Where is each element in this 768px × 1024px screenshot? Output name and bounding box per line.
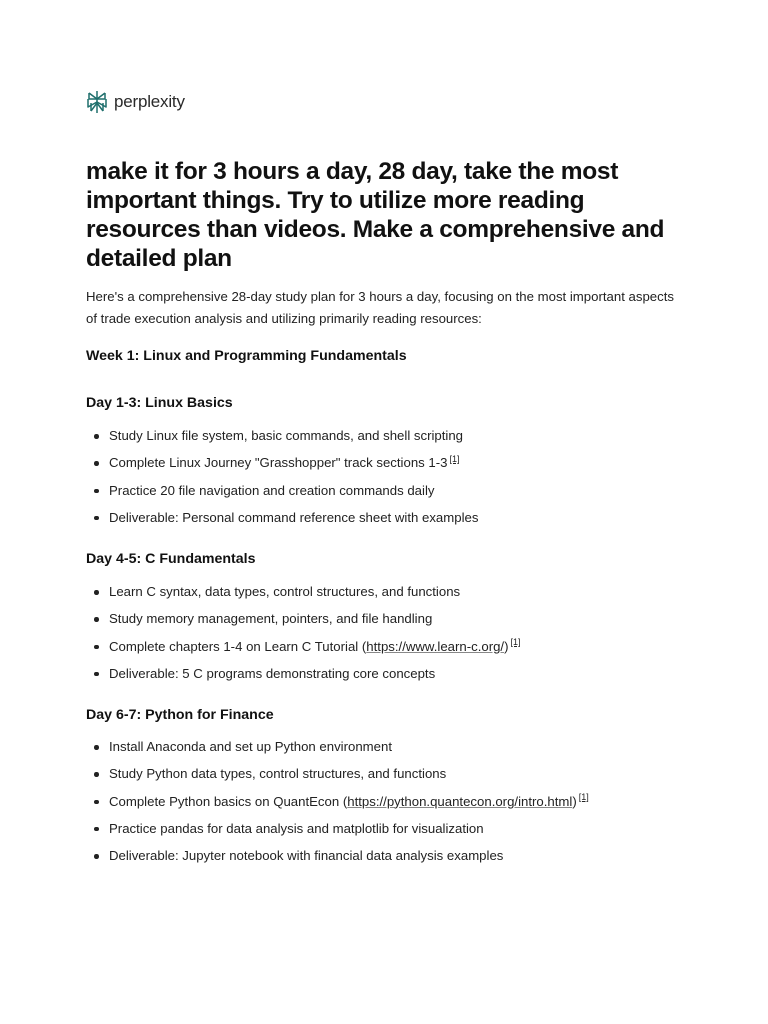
brand-name: perplexity <box>114 92 185 111</box>
linux-basics-list <box>86 422 696 531</box>
list-item: Deliverable: Personal command reference sheet with examples <box>86 504 696 531</box>
section-heading-linux-basics: Day 1-3: Linux Basics <box>86 395 233 411</box>
perplexity-logo-icon <box>86 90 108 114</box>
c-fundamentals-list <box>86 578 696 687</box>
citation-link[interactable]: [1] <box>449 453 460 464</box>
section-heading-c-fundamentals: Day 4-5: C Fundamentals <box>86 551 256 567</box>
learn-c-link[interactable]: https://www.learn-c.org/ <box>366 638 505 654</box>
list-item: Learn C syntax, data types, control structures, and functions <box>86 578 696 605</box>
citation-link[interactable]: [1] <box>510 637 521 648</box>
list-item: Practice pandas for data analysis and matplotlib for visualization <box>86 815 696 842</box>
list-item: Deliverable: Jupyter notebook with financial data analysis examples <box>86 842 696 869</box>
list-item: Install Anaconda and set up Python environment <box>86 733 696 760</box>
list-item: Study Linux file system, basic commands, and shell scripting <box>86 422 696 449</box>
list-item: Complete chapters 1-4 on Learn C Tutorial (https://www.learn-c.org/) [1] <box>86 633 696 660</box>
list-item: Practice 20 file navigation and creation commands daily <box>86 477 696 504</box>
week-1-heading: Week 1: Linux and Programming Fundamentals <box>86 348 407 364</box>
list-item: Complete Linux Journey "Grasshopper" track sections 1-3 [1] <box>86 449 696 476</box>
quantecon-link[interactable]: https://python.quantecon.org/intro.html <box>347 793 573 809</box>
list-item: Deliverable: 5 C programs demonstrating core concepts <box>86 660 696 687</box>
python-finance-list <box>86 733 696 869</box>
brand-logo[interactable] <box>86 90 185 114</box>
list-item: Study memory management, pointers, and file handling <box>86 605 696 632</box>
intro-paragraph: Here's a comprehensive 28-day study plan for 3 hours a day, focusing on the most important aspects of trade execution analysis and utilizing primarily reading resources: <box>86 289 674 326</box>
section-heading-python-finance: Day 6-7: Python for Finance <box>86 707 274 723</box>
citation-link[interactable]: [1] <box>578 792 589 803</box>
list-item: Study Python data types, control structures, and functions <box>86 760 696 787</box>
page-title: make it for 3 hours a day, 28 day, take the most important things. Try to utilize more reading resources than videos. Make a comprehensive and detailed plan <box>86 158 665 272</box>
list-item: Complete Python basics on QuantEcon (https://python.quantecon.org/intro.html) [1] <box>86 788 696 815</box>
